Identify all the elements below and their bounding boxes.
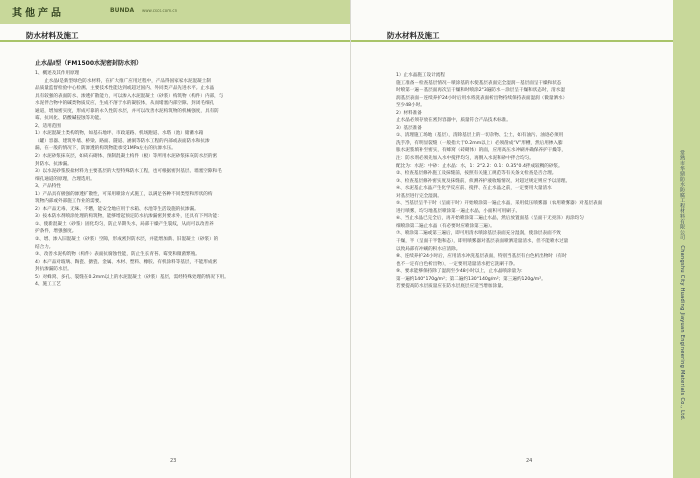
section-title-left: 防水材料及施工: [26, 31, 79, 40]
left-body-line: 封抗渗漏防水层。: [35, 267, 72, 273]
right-body-line: ⑧、连续养护24小时后，应用清水冲洗基层表面，特别当基层有白色析出物时（有时: [396, 254, 567, 260]
right-body-line: 对基层进行完全湿润。: [396, 193, 442, 199]
right-body-line: 洗手净，有明显裂缝（一般指大于0.2mm以上）必须凿成“V”形槽，然后用掺入膨: [396, 140, 563, 146]
right-page: [351, 0, 700, 478]
right-body-line: 第一遍约140°170g/m²；第二遍约130°140g/m²；第三遍约120g/m²。: [396, 276, 546, 282]
left-body-line: 2、适用范围: [35, 123, 61, 129]
left-body-line: 通道，增加密实度，形成可靠的永久性防水层，并可以改善水泥构筑物的机械强度，具有防: [35, 108, 219, 114]
left-body-line: 细孔通道的原理，合理选用。: [35, 176, 95, 182]
right-body-line: ③、检查基层修补密实度及抹缝前，侦测养护液收缩情况，对超过规定则应予以清理。: [396, 178, 571, 184]
right-body-line: 施工准备－检查基层情况－喷涂基的水使基层表面完全湿润－基层面呈干燥和状态: [396, 80, 562, 86]
right-body-line: 也不一定有白色析出物），一定要用适量清水把它洗刷干净。: [396, 261, 518, 267]
header-band: [0, 0, 350, 24]
brand-logo: BUNDA: [110, 7, 135, 14]
left-body-line: 2）本产品无毒、无味、不燃，能安全地应用于水箱、水池等生活设施的抗渗漏。: [35, 206, 199, 212]
left-body-line: 漏，在一般的情况下，防渗透的构筑物能承受1MPa左右的抗渗水压。: [35, 146, 176, 152]
left-body-line: 3）按本防水剂喷涂处理的构筑物，能够增起预定防水抗渗漏密封要求外，还具有下列功能：: [35, 214, 222, 220]
left-body-line: ①、使新混凝土（砂浆）固化均匀，防止早期失水，局部干燥产生裂纹，从而可以改善养: [35, 221, 214, 227]
left-body-line: 霉、抗风化、防酸碱侵蚀等功能。: [35, 116, 104, 122]
left-body-line: 1）水泥混凝土类构筑物，如基石地坪、市政道路、机场跑道、水塔（池）储蓄水箱: [35, 131, 204, 137]
section-title-right: 防水材料及施工: [387, 31, 440, 40]
left-body-line: 封防水、抗渗漏。: [35, 161, 72, 167]
right-body-line: 细喷涂第二遍止水晶（有必要时应喷涂第三遍）。: [396, 223, 495, 229]
right-body-line: 胀水泥浆填补至密实，有蜂窝（砖砌体）的面，应用高压水冲刷并确保养护干燥等，: [396, 148, 566, 154]
left-body-line: 5）对蜂窝、多孔、裂缝在0.2mm以上的水泥混凝土（砂浆）基层，需经特殊处理的情况下用。: [35, 274, 229, 280]
product-heading: 止水晶Ⅰ型（FM1500水泥密封防水剂）: [35, 60, 143, 67]
right-body-line: 干燥，半（呈面干半饱和态），即用喷雾器对基层表面喷洒适量清水，但不能喷水过量: [396, 239, 569, 245]
divider-left: [0, 40, 350, 42]
right-body-text: [396, 72, 666, 291]
right-body-line: 止水晶必须存放在密封容器中，质量符合产品技术标准。: [396, 118, 511, 124]
header-title: 其他产品: [12, 8, 64, 19]
left-body-line: 2）水泥砂浆抹灰层，如砖石砌体、预制混凝土构件（板）等所用水泥砂浆抹灰防水层的密: [35, 154, 218, 160]
right-body-line: 至少48小时。: [396, 103, 425, 109]
left-body-line: 止水晶Ⅰ是新型绿色防水材料，在扩大推广应用过程中，产品得国家家水泥混凝土制: [35, 78, 211, 84]
left-body-line: 结合力。: [35, 244, 54, 250]
right-body-line: ②、检查基层修补施工及抹缝前，按照有关施工规范等有关条文检查是否合理。: [396, 171, 557, 177]
right-body-line: ④、水泥基止水晶产生化学反应前、搅拌、在止水晶之前，一定要用大量清水: [396, 186, 552, 192]
right-body-line: 注：防水剂必须先加入水中搅拌均匀，再倒入水泥和砂中拌合均匀。: [396, 156, 534, 162]
right-body-line: 2）材料准备: [396, 110, 422, 116]
left-body-line: 筑物内部或外部施工作业的需要。: [35, 199, 104, 205]
company-vertical-text: 常熟市华鼎防水防腐工程材料有限公司 Changshu City Huading Jiayuan Engineering Materials Co., Ltd.: [679, 150, 685, 421]
page-number-right: 24: [526, 458, 533, 464]
left-body-line: 4）本产品对玻璃、陶瓷、搪瓷、金属、木材、塑料、橡胶、有机涂料等基层，不能形成密: [35, 259, 218, 265]
right-body-line: 1）止水晶施工设计流程: [396, 73, 445, 78]
right-body-line: 进行喷雾，均匀地基层喷涂第一遍止水晶，小面积可用刷子。: [396, 208, 521, 214]
right-body-line: 3）基层准备: [396, 125, 422, 131]
right-body-line: ⑨、要求能够保持除了湿润至少48小时以上，止水晶喷涂量为：: [396, 269, 526, 275]
side-band: [673, 0, 700, 478]
right-body-line: 以致局部有冲刷的积水应清除。: [396, 246, 461, 252]
page-number-left: 23: [170, 458, 177, 464]
right-body-line: ⑦、喷涂第二遍或第三遍后，即可用清水喷涂基层表面充分湿润，使涂层表面不致: [396, 231, 561, 237]
left-body-line: 护条件，增强强度。: [35, 229, 77, 235]
left-body-line: 具有较强的表面防水、渗透扩散能力，可以渗入水泥混凝土（砂浆）构筑物（构件）内部，与: [35, 93, 224, 99]
right-body-line: ⑤、当基层呈半干时（呈面干时）开始喷涂第一遍止水晶，采用低压喷雾器（农用喷雾器）对基层表面: [396, 201, 603, 207]
left-body-line: 3）以水泥砂浆胶盐材料为主要基层的大型特殊防水工程，也可根据密封基层、墙塞空隙和毛: [35, 169, 222, 175]
left-body-line: 1、概述及其作用原理: [35, 71, 80, 76]
right-body-line: 配比为：水泥：中砂：止水晶：水，1：2°2.2：0.1：0.35°0.4拌成较稠的砂浆。: [396, 163, 563, 169]
left-body-line: 1）产品具有极强的渗透扩散性，可采用喷涂方式施工，以满足各种不同类型和形状的构: [35, 191, 213, 197]
left-body-line: 品质量监督检验中心检测。主要技术性能达到或超过国内、外同类产品先进水平。止水晶: [35, 86, 215, 92]
right-body-line: 若要提高防水层质量应在防水层底层应适当增加涂量。: [396, 284, 507, 290]
left-body-line: ②、增、渗入旧混凝土（砂浆）空隙，形成密封防水层，并能增加新、旧混凝土（砂浆）的: [35, 237, 219, 243]
left-body-text: [35, 70, 335, 289]
right-body-line: ①、清理施工场地（基层），清除基层上的一切杂物、尘土，如有油污、油迹必须用: [396, 133, 564, 139]
right-body-line: ⑥、当止水晶已完全后，再开始喷涂第二遍止水晶，然后放置面基（呈面干无亮泽）再涂均匀: [396, 216, 584, 222]
left-body-line: （罐）容器、建筑外墙、桥梁、路面、隧道、涵洞等防水工程的内部或表面防水和抗渗: [35, 138, 210, 144]
left-body-line: ③、改善水泥构筑物（构件）表面抗腐蚀性能，防止生长青苔、霉变和微菌繁殖。: [35, 252, 200, 258]
left-body-line: 3、产品特性: [35, 184, 61, 190]
right-body-line: 润基层表面－连续养护24小时后用水将洗表面析出物持续保持表面湿润（微量洒水）: [396, 95, 568, 101]
brand-url: www.cscs.com.cn: [142, 8, 178, 13]
right-body-line: 时喷第一遍－基层面再次呈干燥和时喷涂2°3遍防水－涂层呈干燥和状态时，清水湿: [396, 88, 565, 94]
left-body-line: 水泥伴合物中的碱类物质反应，生成不溶于水的凝胶体，从而堵塞内部空隙、封闭毛细孔: [35, 101, 215, 107]
divider-right: [351, 40, 700, 42]
left-body-line: 4、施工工艺: [35, 282, 61, 288]
